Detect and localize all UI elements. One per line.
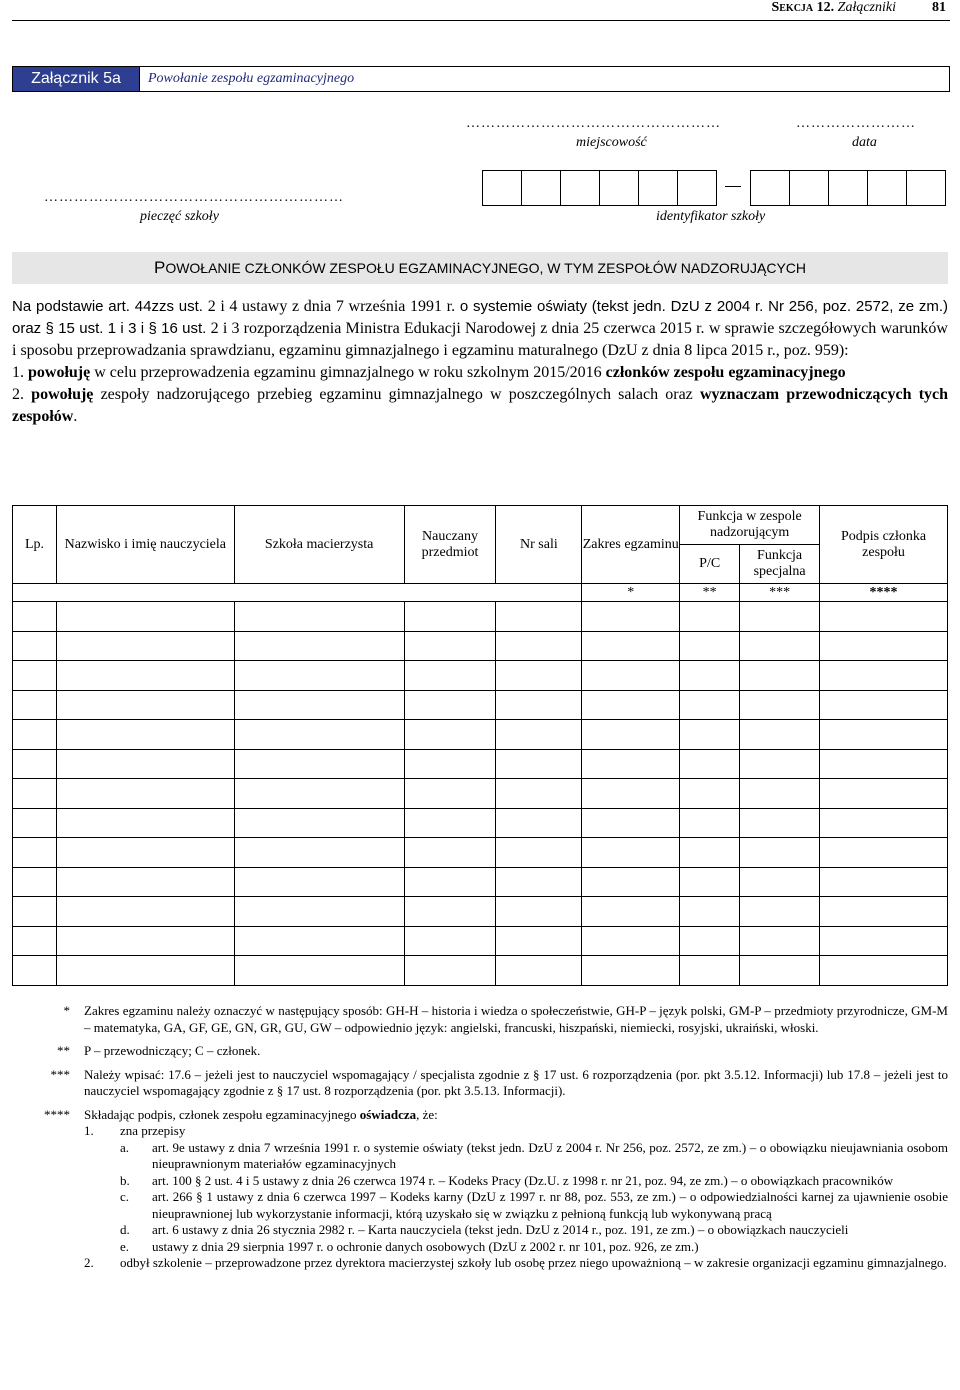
table-cell[interactable] [680,602,740,632]
id-digit-box[interactable] [638,170,678,206]
table-cell[interactable] [582,631,680,661]
table-cell[interactable] [234,897,404,927]
table-cell[interactable] [740,838,820,868]
footnote-3: *** Należy wpisać: 17.6 – jeżeli jest to nauczyciel wspomagający / specjalista zgodnie z § 17 ust. 6 rozporządzenia (por. pkt 3.5.12. Informacji) lub 17.8 – jeżeli jest to nauczyciel wspomagający zgodnie z § 17 ust. 8 rozporządzenia (por. pkt 3.5.13. Informacji). [50,1066,948,1098]
table-cell[interactable] [820,631,948,661]
table-cell[interactable] [13,897,57,927]
table-cell[interactable] [234,779,404,809]
table-row [13,779,948,809]
table-cell[interactable] [680,661,740,691]
table-row [13,838,948,868]
table-cell[interactable] [496,602,582,632]
table-cell[interactable] [680,808,740,838]
table-cell[interactable] [404,897,496,927]
table-cell[interactable] [13,661,57,691]
table-cell[interactable] [820,602,948,632]
header-function-group: Funkcja w zespole nadzorującym [680,506,820,545]
table-row [13,926,948,956]
table-cell[interactable] [13,779,57,809]
table-cell[interactable] [820,661,948,691]
table-cell[interactable] [582,720,680,750]
table-cell[interactable] [56,897,234,927]
date-dots[interactable]: …………………… [796,116,916,131]
table-cell[interactable] [680,838,740,868]
id-digit-box[interactable] [750,170,790,206]
table-cell[interactable] [56,661,234,691]
law-e: e. ustawy z dnia 29 sierpnia 1997 r. o ochronie danych osobowych (DzU z 2002 r. nr 101, poz. 926, ze zm.) [120,1238,699,1254]
table-cell[interactable] [820,720,948,750]
header-school: Szkoła macierzysta [234,506,404,584]
header-subject: Nauczany przedmiot [404,506,496,584]
stamp-dots[interactable]: …………………………………………………… [44,190,344,205]
table-cell[interactable] [234,720,404,750]
id-digit-box[interactable] [599,170,639,206]
table-cell[interactable] [740,749,820,779]
table-cell[interactable] [404,690,496,720]
table-cell[interactable] [680,749,740,779]
table-cell[interactable] [740,808,820,838]
table-cell[interactable] [404,602,496,632]
place-dots[interactable]: …………………………………………… [466,116,721,131]
table-cell[interactable] [820,690,948,720]
table-cell[interactable] [582,602,680,632]
table-cell[interactable] [404,926,496,956]
header-name: Nazwisko i imię nauczyciela [56,506,234,584]
table-cell[interactable] [496,926,582,956]
school-id-label: identyfikator szkoły [656,209,766,224]
attachment-box [12,66,950,92]
table-cell[interactable] [234,602,404,632]
table-cell[interactable] [820,749,948,779]
item-2: 2. powołuję zespoły nadzorującego przebieg egzaminu gimnazjalnego w poszczególnych salach oraz wyznaczam przewodniczących tych zespołów. [12,386,949,425]
table-cell[interactable] [680,867,740,897]
table-cell[interactable] [234,867,404,897]
table-cell[interactable] [234,749,404,779]
id-digit-box[interactable] [867,170,907,206]
table-row [13,749,948,779]
table-cell[interactable] [404,838,496,868]
table-cell[interactable] [56,867,234,897]
table-cell[interactable] [404,661,496,691]
table-cell[interactable] [740,897,820,927]
id-digit-box[interactable] [482,170,522,206]
table-cell[interactable] [496,779,582,809]
attachment-label: Załącznik 5a [13,67,140,91]
id-digit-box[interactable] [789,170,829,206]
item-1: 1. powołuję w celu przeprowadzenia egzaminu gimnazjalnego w roku szkolnym 2015/2016 członków zespołu egzaminacyjnego [12,364,846,381]
law-d: d. art. 6 ustawy z dnia 26 stycznia 2982 r. – Karta nauczyciela (tekst jedn. DzU z 2014 r., poz. 191, ze zm.) – o obowiązkach nauczycieli [120,1222,849,1237]
table-row [13,867,948,897]
table-cell[interactable] [13,926,57,956]
table-cell[interactable] [820,867,948,897]
table-cell[interactable] [56,749,234,779]
table-cell[interactable] [740,926,820,956]
mark-scope: * [582,584,680,602]
table-cell[interactable] [680,779,740,809]
team-table [12,505,948,986]
table-cell[interactable] [56,838,234,868]
table-cell[interactable] [13,838,57,868]
table-cell[interactable] [234,838,404,868]
table-cell[interactable] [234,661,404,691]
table-cell[interactable] [404,779,496,809]
table-cell[interactable] [234,926,404,956]
table-cell[interactable] [496,897,582,927]
table-row [13,690,948,720]
footnote-2: ** P – przewodniczący; C – członek. [57,1043,261,1058]
law-b: b. art. 100 § 2 ust. 4 i 5 ustawy z dnia 26 czerwca 1974 r. – Kodeks Pracy (Dz.U. z 1998 r. nr 21, poz. 94, ze zm.) – o obowiązkach pracowników [120,1172,894,1188]
table-cell[interactable] [56,690,234,720]
mark-signature: **** [820,584,948,602]
id-dash [716,170,750,204]
table-cell[interactable] [13,602,57,632]
table-cell[interactable] [234,808,404,838]
mark-special: *** [740,584,820,602]
table-cell[interactable] [740,631,820,661]
law-c: c. art. 266 § 1 ustawy z dnia 6 czerwca 1997 – Kodeks karny (DzU z 1997 r. nr 88, poz. 553, ze zm.) – o odpowiedzialności karnej za ujawnienie osobie nieuprawnionej lub wykorzystanie informacji, którą uzyskało się w związku z pełnioną funkcją lub wykonywaną pracą [120,1189,948,1221]
table-cell[interactable] [496,631,582,661]
footnotes [12,1003,948,1272]
id-digit-box[interactable] [560,170,600,206]
table-cell[interactable] [56,631,234,661]
table-cell[interactable] [56,956,234,986]
table-cell[interactable] [820,779,948,809]
table-cell[interactable] [582,808,680,838]
table-cell[interactable] [234,631,404,661]
table-body [13,602,948,986]
header-special: Funkcja specjalna [740,545,820,584]
stamp-label: pieczęć szkoły [140,209,219,224]
table-cell[interactable] [820,838,948,868]
table-cell[interactable] [740,661,820,691]
table-cell[interactable] [740,867,820,897]
header-room: Nr sali [496,506,582,584]
table-cell[interactable] [13,808,57,838]
table-cell[interactable] [56,926,234,956]
table-cell[interactable] [56,808,234,838]
table-cell[interactable] [56,779,234,809]
header-rule [12,20,950,21]
table-row [13,808,948,838]
table-cell[interactable] [13,690,57,720]
footnote-4: **** Składając podpis, członek zespołu egzaminacyjnego oświadcza, że: 1. zna przepisy a. art. 9e ustawy z dnia 7 września 1991 r. o systemie oświaty (tekst jedn. DzU z 2004 r. Nr 256, poz. 2572, ze zm.) – o obowiązku nieujawniania osobom nieuprawnionym materiałów egzaminacyjnych b. art. 100 § 2 ust. 4 i 5 ustawy z dnia 26 czerwca 1974 r. – Kodeks Pracy (Dz.U. z 1998 r. nr 21, poz. 94, ze zm.) – o obowiązkach pracowników c. art. 266 § 1 ustawy z dnia 6 czerwca 1997 – Kodeks karny (DzU z 1997 r. nr 88, poz. 553, ze zm.) – o odpowiedzialności karnej za ujawnienie osobie nieuprawnionej lub wykorzystanie informacji, którą uzyskało się w związku z pełnioną funkcją lub wykonywaną pracą d. art. 6 ustawy z dnia 26 stycznia 2982 r. – Karta nauczyciela (tekst jedn. DzU z 2014 r., poz. 191, ze zm.) – o obowiązkach nauczycieli e. ustawy z dnia 29 sierpnia 1997 r. o ochronie danych osobowych (DzU z 2002 r. nr 101, poz. 926, ze zm.) 2. odbył szkolenie – przeprowadzone przez dyrektora macierzystej szkoły lub osobę przez niego upoważnioną – w zakresie organizacji egzaminu gimnazjalnego. [44,1106,948,1270]
table-cell[interactable] [13,749,57,779]
table-cell[interactable] [582,779,680,809]
table-cell[interactable] [496,749,582,779]
table-cell[interactable] [13,631,57,661]
table-cell[interactable] [404,808,496,838]
date-label: data [852,135,877,150]
table-cell[interactable] [56,720,234,750]
table-cell[interactable] [740,720,820,750]
section-title: Sekcja 12. Załączniki [771,0,896,15]
table-cell[interactable] [234,956,404,986]
table-cell[interactable] [496,690,582,720]
table-cell[interactable] [13,956,57,986]
table-cell[interactable] [820,926,948,956]
table-cell[interactable] [680,690,740,720]
header-scope: Zakres egzaminu [582,506,680,584]
table-cell[interactable] [582,661,680,691]
school-id-boxes [482,170,952,206]
table-cell[interactable] [496,661,582,691]
table-cell[interactable] [496,808,582,838]
table-row [13,897,948,927]
place-label: miejscowość [576,135,647,150]
table-cell[interactable] [13,867,57,897]
table-cell[interactable] [740,956,820,986]
table-cell[interactable] [740,779,820,809]
page-header [0,0,960,22]
id-digit-box[interactable] [906,170,946,206]
table-cell[interactable] [820,808,948,838]
declaration-2: 2. odbył szkolenie – przeprowadzone przez dyrektora macierzystej szkoły lub osobę przez niego upoważnioną – w zakresie organizacji egzaminu gimnazjalnego. [84,1255,947,1270]
table-row [13,956,948,986]
table-cell[interactable] [496,720,582,750]
mark-pc: ** [680,584,740,602]
table-cell[interactable] [680,631,740,661]
table-cell[interactable] [496,956,582,986]
table-row [13,661,948,691]
id-digit-box[interactable] [828,170,868,206]
law-a: a. art. 9e ustawy z dnia 7 września 1991 r. o systemie oświaty (tekst jedn. DzU z 2004 r. Nr 256, poz. 2572, ze zm.) – o obowiązku nieujawniania osobom nieuprawnionym materiałów egzaminacyjnych [120,1139,948,1171]
header-lp: Lp. [13,506,57,584]
header-pc: P/C [680,545,740,584]
attachment-title: Powołanie zespołu egzaminacyjnego [148,71,355,86]
page-number: 81 [932,0,946,15]
table-cell[interactable] [404,749,496,779]
table-cell[interactable] [496,838,582,868]
table-cell[interactable] [582,749,680,779]
table-cell[interactable] [404,867,496,897]
table-cell[interactable] [740,602,820,632]
table-cell[interactable] [820,897,948,927]
legal-basis-text: Na podstawie art. 44zzs ust. 2 i 4 ustawy z dnia 7 września 1991 r. o systemie oświaty (tekst jedn. DzU z 2004 r. Nr 256, poz. 2572, ze zm.) oraz § 15 ust. 1 i 3 i § 16 ust. 2 i 3 rozporządzenia Ministra Edukacji Narodowej z dnia 25 czerwca 2015 r. w sprawie szczegółowych warunków i sposobu przeprowadzania sprawdzianu, egzaminu gimnazjalnego i egzaminu maturalnego (DzU z dnia 8 lipca 2015 r., poz. 959): 1. powołuję w celu przeprowadzenia egzaminu gimnazjalnego w roku szkolnym 2015/2016 członków zespołu egzaminacyjnego 2. powołuję zespoły nadzorującego przebieg egzaminu gimnazjalnego w poszczególnych salach oraz wyznaczam przewodniczących tych zespołów. [12,296,948,428]
table-cell[interactable] [234,690,404,720]
table-cell[interactable] [404,631,496,661]
table-cell[interactable] [404,720,496,750]
table-cell[interactable] [582,956,680,986]
table-cell[interactable] [404,956,496,986]
table-cell[interactable] [680,720,740,750]
table-cell[interactable] [820,956,948,986]
table-cell[interactable] [740,690,820,720]
id-digit-box[interactable] [521,170,561,206]
table-cell[interactable] [680,926,740,956]
table-cell[interactable] [582,838,680,868]
table-cell[interactable] [680,956,740,986]
table-cell[interactable] [56,602,234,632]
table-cell[interactable] [13,720,57,750]
section-banner: P OWOŁANIE CZŁONKÓW ZESPOŁU EGZAMINACYJNEGO, W TYM ZESPOŁÓW NADZORUJĄCYCH [12,252,948,284]
table-cell[interactable] [496,867,582,897]
table-row [13,602,948,632]
table-cell[interactable] [582,867,680,897]
table-cell[interactable] [582,897,680,927]
table-cell[interactable] [582,690,680,720]
header-signature: Podpis członka zespołu [820,506,948,584]
footnote-1: * Zakres egzaminu należy oznaczyć w następujący sposób: GH-H – historia i wiedza o społeczeństwie, GH-P – język polski, GM-P – przedmioty przyrodnicze, GM-M – matematyka, GA, GF, GE, GN, GR, GU, GW – odpowiednio język: angielski, francuski, hiszpański, niemiecki, rosyjski, ukraiński, włoski. [63,1003,948,1035]
declaration-1: 1. zna przepisy [84,1123,186,1138]
table-cell[interactable] [582,926,680,956]
table-row [13,720,948,750]
id-digit-box[interactable] [677,170,717,206]
table-row [13,631,948,661]
table-cell[interactable] [680,897,740,927]
